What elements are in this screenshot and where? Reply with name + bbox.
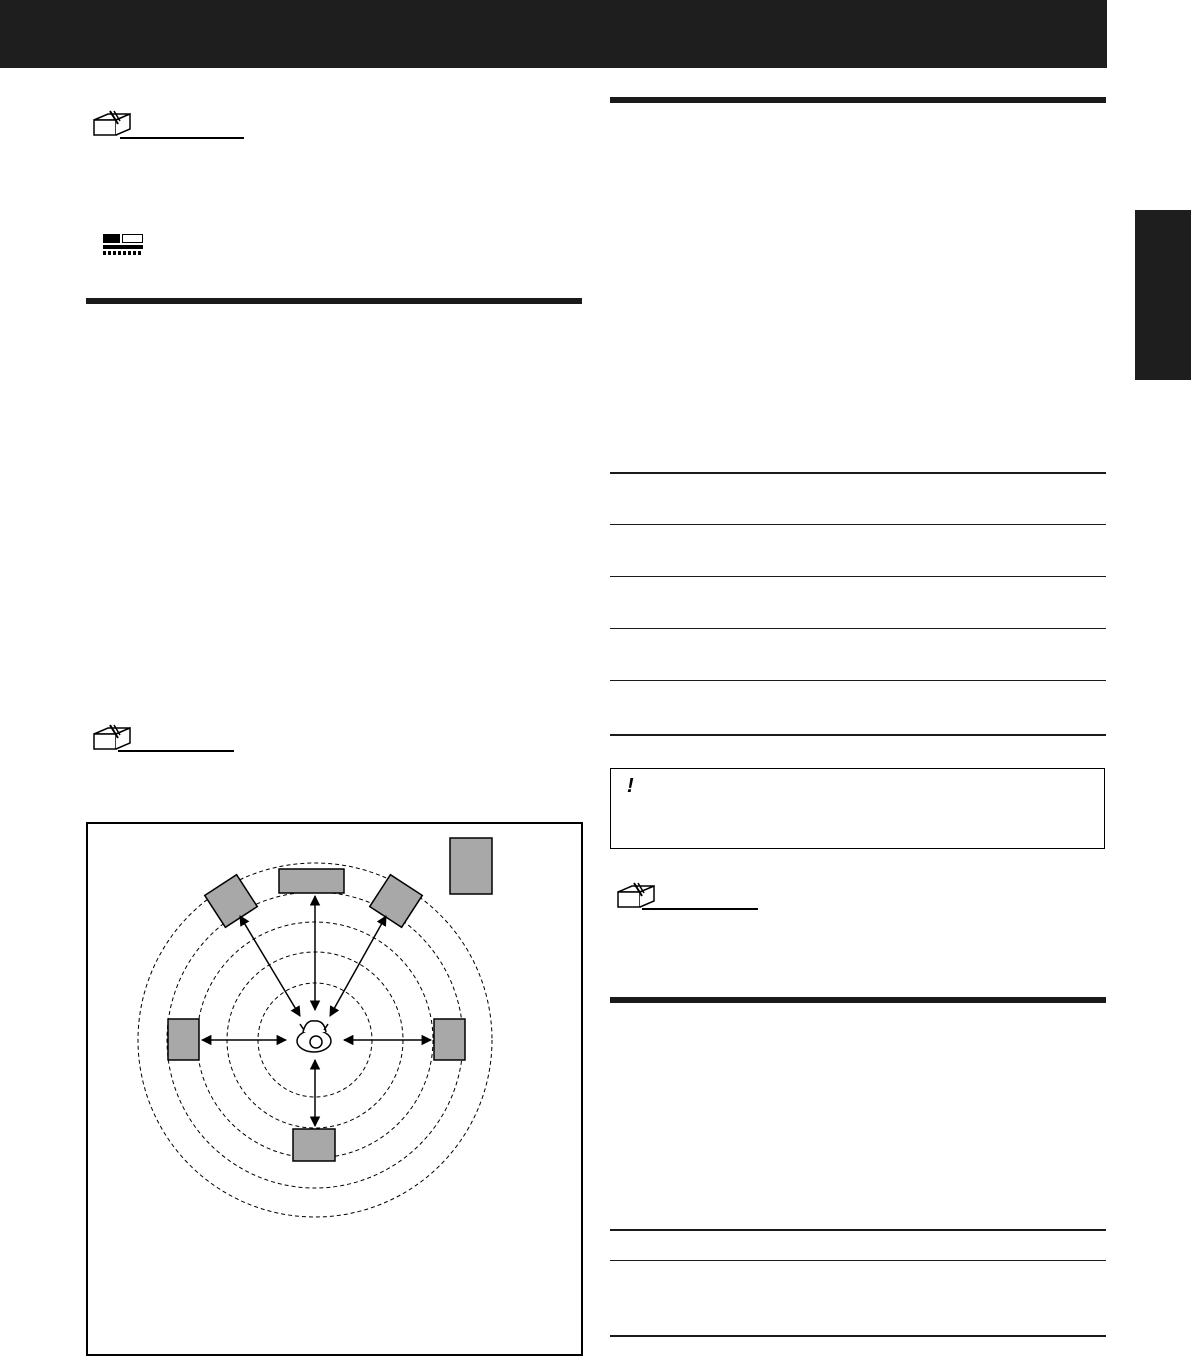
speaker-subwoofer	[450, 838, 492, 894]
speaker-front-right	[370, 875, 423, 928]
speaker-layout-svg	[88, 824, 585, 1358]
speaker-layout-diagram	[86, 822, 583, 1356]
table-rule	[610, 1260, 1106, 1261]
table-rule	[610, 734, 1106, 736]
speaker-surround-back	[293, 1129, 335, 1161]
table-rule	[610, 472, 1106, 474]
table-rule	[610, 1229, 1106, 1231]
memo-pad-icon	[614, 880, 658, 910]
speaker-center	[279, 869, 344, 893]
table-rule	[610, 576, 1106, 577]
memo-pad-icon	[90, 108, 134, 138]
exclamation-icon: !	[627, 775, 634, 797]
table-rule	[610, 524, 1106, 525]
table-rule	[610, 680, 1106, 681]
arrow-front-left	[240, 916, 300, 1016]
header-bar	[0, 0, 1107, 68]
table-rule	[610, 1335, 1106, 1337]
section-rule	[86, 298, 582, 304]
speaker-front-left	[205, 875, 258, 928]
memo-pad-icon	[90, 722, 134, 752]
section-rule	[610, 997, 1106, 1003]
note-underline	[118, 750, 234, 752]
speaker-surround-left	[168, 1019, 199, 1060]
section-rule	[610, 97, 1106, 103]
note-underline	[642, 908, 758, 910]
dolby-digital-ex-logo	[103, 234, 143, 256]
caution-box	[610, 768, 1105, 849]
speaker-surround-right	[434, 1019, 465, 1060]
side-tab	[1135, 210, 1191, 380]
arrow-front-right	[330, 916, 386, 1016]
table-rule	[610, 628, 1106, 629]
note-underline	[120, 137, 244, 139]
listener-icon	[297, 1021, 331, 1052]
